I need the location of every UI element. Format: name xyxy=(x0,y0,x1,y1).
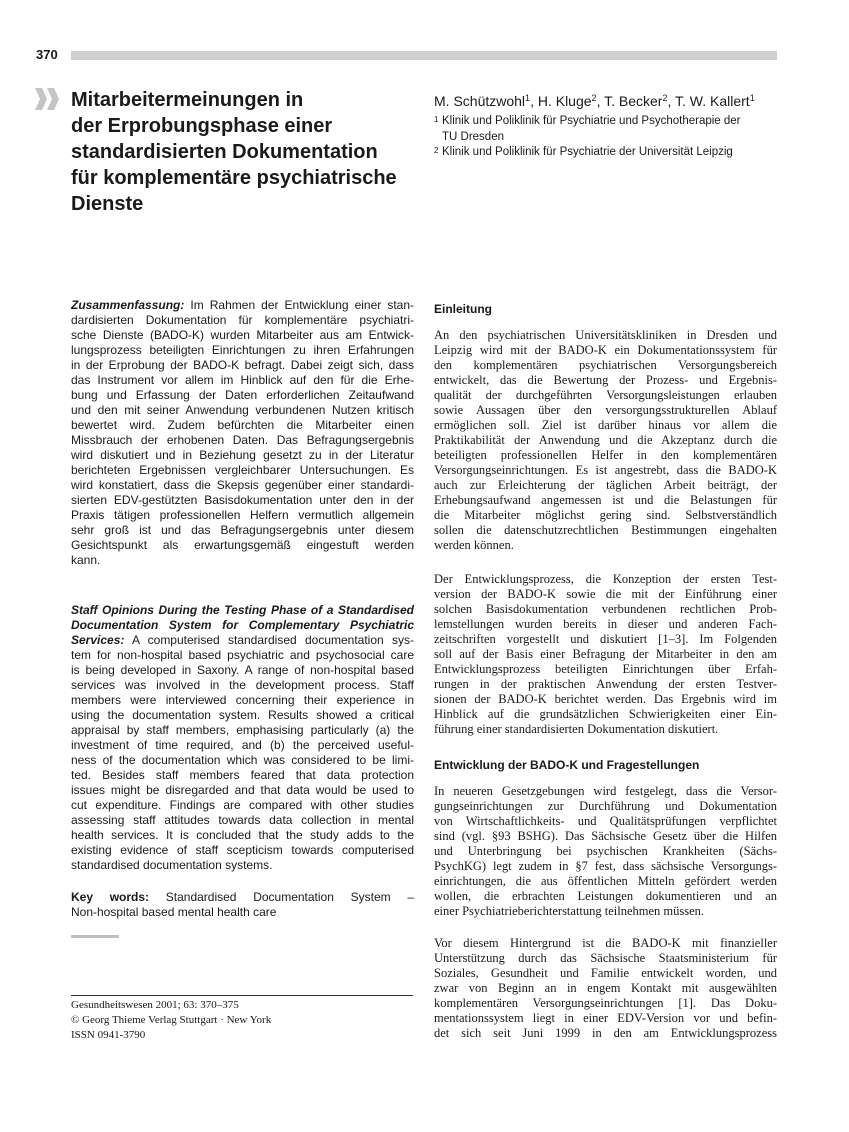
page-number: 370 xyxy=(36,47,58,62)
abstract-body xyxy=(71,648,414,873)
abstract-body xyxy=(71,313,414,568)
text-line: is being developed in Saxony. A range of non-hospital based xyxy=(71,663,414,677)
abstract-lead-line: Documentation System for Complementary Psychiatric xyxy=(71,618,414,632)
text-line: Der Entwicklungsprozess, die Konzeption der ersten Test- xyxy=(434,572,777,586)
text-line: bung und Erfassung der Daten erforderlichen Zeitaufwand xyxy=(71,388,414,402)
title-line: standardisierten Dokumentation xyxy=(71,141,378,163)
author-affil-sup: 1 xyxy=(749,93,755,103)
author-affil-sup: 1 xyxy=(525,93,531,103)
text-line: ted. Besides staff members feared that data protection xyxy=(71,768,414,782)
text-line: zeitschriften vorgestellt und diskutiert [1–3]. Im Folgenden xyxy=(434,632,777,646)
affiliation xyxy=(434,114,794,145)
text-line: einer Psychiatrieberichterstattung teilnehmen müssen. xyxy=(434,904,705,918)
text-line: version der BADO-K sowie die mit der Einführung einer xyxy=(434,587,777,601)
text-line: und Unterbringung bei psychischen Krankheiten (Sächs- xyxy=(434,844,777,858)
author-separator: , xyxy=(530,93,538,109)
text-line: Leipzig wird mit der BADO-K ein Dokumentationssystem für xyxy=(434,343,777,357)
text-line: Versorgungseinrichtungen. Es ist angestrebt, dass die BADO-K xyxy=(434,463,777,477)
text-line: zwar von Beginn an in engem Kontakt mit ausgewählten xyxy=(434,981,777,995)
text-line: Soziales, Gesundheit und Familie entwickelt worden, und xyxy=(434,966,777,980)
affiliation xyxy=(434,145,794,161)
text-line: in der Erprobung der BADO-K befragt. Dabei zeigt sich, dass xyxy=(71,358,414,372)
text-line: das Instrument vor allem im Hinblick auf den für die Erhe- xyxy=(71,373,414,387)
affiliation-number: 2 xyxy=(434,146,439,155)
text-line: Unterstützung durch das Sächsische Staatsministerium für xyxy=(434,951,777,965)
citation-footer xyxy=(71,998,413,1043)
author-affil-sup: 2 xyxy=(591,93,597,103)
text-line: sehr groß ist und das Befragungsergebnis unter diesem xyxy=(71,523,414,537)
text-line: det sich seit Juni 1999 in den am Entwicklungsprozess xyxy=(434,1026,777,1040)
text-line: und den mit seiner Anwendung verbundenen Nutzen kritisch xyxy=(71,403,414,417)
title-line: der Erprobungsphase einer xyxy=(71,115,333,137)
keywords-line: Key words: Standardised Documentation System – xyxy=(71,890,414,904)
abstract-english xyxy=(71,603,414,873)
section-heading: Einleitung xyxy=(434,302,492,316)
section-heading: Entwicklung der BADO-K und Fragestellungen xyxy=(434,758,700,772)
text-line: bewertet wird. Zudem befürchten die Mitarbeiter einen xyxy=(71,418,414,432)
text-line: Praxis tätigen professionellen Helfern vermutlich allgemein xyxy=(71,508,414,522)
text-line: In neueren Gesetzgebungen wird festgelegt, dass die Versor- xyxy=(434,784,777,798)
paragraph xyxy=(434,936,777,1041)
author-name: M. Schützwohl xyxy=(434,93,526,109)
text-line: sionen der BADO-K berichtet werden. Das Ergebnis wird im xyxy=(434,692,777,706)
title-line: Mitarbeitermeinungen in xyxy=(71,89,304,111)
text-line: beteiligten professionellen Helfer in den komplementären xyxy=(434,448,777,462)
title-line: Dienste xyxy=(71,193,144,215)
paragraph xyxy=(434,328,777,553)
footer-line: ISSN 0941-3790 xyxy=(71,1029,146,1041)
text-line: tem for non-hospital based psychiatric and psychosocial care xyxy=(71,648,414,662)
text-line: assessing staff attitudes towards data collection in mental xyxy=(71,813,414,827)
text-line: members were interviewed concerning their experience in xyxy=(71,693,414,707)
text-line: investment of time required, and (b) the perceived useful- xyxy=(71,738,414,752)
article-title xyxy=(71,87,416,217)
text-line: Missbrauch der erhobenen Daten. Das Befragungsergebnis xyxy=(71,433,414,447)
text-line: sierten EDV-gestützten Basisdokumentation unter den in der xyxy=(71,493,414,507)
author-affil-sup: 2 xyxy=(662,93,668,103)
footer-divider xyxy=(71,995,413,996)
affiliation-line: Klinik und Poliklinik für Psychiatrie der Universität Leipzig xyxy=(442,146,733,158)
text-line: dardisierten Dokumentation für komplementäre psychiatri- xyxy=(71,313,414,327)
text-line: Praktikabilität der Anwendung und die Akzeptanz durch die xyxy=(434,433,777,447)
text-line: Vor diesem Hintergrund ist die BADO-K mit finanzieller xyxy=(434,936,777,950)
text-line: den komplementären psychiatrischen Versorgungsbereich xyxy=(434,358,777,372)
text-line: kann. xyxy=(71,553,101,567)
abstract-lead: Zusammenfassung: xyxy=(71,298,185,312)
text-line: komplementären Versorgungseinrichtungen [1]. Das Doku- xyxy=(434,996,777,1010)
double-chevron-icon xyxy=(35,88,61,110)
text-line: Entwicklungsprozess beteiligten Einrichtungen über Erfah- xyxy=(434,662,777,676)
text-line: lemstellungen wurden bereits in dieser und anderen Fach- xyxy=(434,617,777,631)
text-line: existing evidence of staff scepticism towards computerised xyxy=(71,843,414,857)
text-line: ness of the documentation which was considered to be limi- xyxy=(71,753,414,767)
text-line: PsychKG) legt zudem in §7 fest, dass sächsische Versorgungs- xyxy=(434,859,777,873)
text-line: cut expenditure. Findings are compared with other studies xyxy=(71,798,414,812)
text-line: sind (vgl. §93 BSHG). Das Sächsische Gesetz über die Hilfen xyxy=(434,829,777,843)
text-line: Erhebungsaufwand angemessen ist und die Belastungen für xyxy=(434,493,777,507)
text-line: solchen Basisdokumentation verbundenen rechtlichen Prob- xyxy=(434,602,777,616)
text-line: soll auf der Basis einer Befragung der Mitarbeiter in den am xyxy=(434,647,777,661)
paragraph xyxy=(434,784,777,919)
text-line: health services. It is concluded that the study adds to the xyxy=(71,828,414,842)
text-line: using the documentation system. Results showed a critical xyxy=(71,708,414,722)
text-line: wird diskutiert und in Beziehung gesetzt zu in der Literatur xyxy=(71,448,414,462)
text-line: wollen, die erbrachten Leistungen dokumentieren und an xyxy=(434,889,777,903)
keywords-line: Non-hospital based mental health care xyxy=(71,905,277,919)
text-line: issues might be disregarded and that data would be used to xyxy=(71,783,414,797)
title-line: für komplementäre psychiatrische xyxy=(71,167,397,189)
text-line: führung einer standardisierten Dokumentation diskutiert. xyxy=(434,722,719,736)
text-line: von Wirtschaftlichkeits- und Qualitätsprüfungen verpflichtet xyxy=(434,814,777,828)
text-line: berichteten Ergebnissen vergleichbarer Untersuchungen. Es xyxy=(71,463,414,477)
abstract-line: Zusammenfassung: Im Rahmen der Entwicklung einer stan- xyxy=(71,298,414,312)
separator-rule xyxy=(71,935,119,938)
author-name: H. Kluge xyxy=(537,93,592,109)
text-line: sollen die datenschutzrechtlichen Bestimmungen eingehalten xyxy=(434,523,777,537)
text-line: auch zur Erleichterung der täglichen Arbeit beiträgt, der xyxy=(434,478,777,492)
text-line: werden können. xyxy=(434,538,514,552)
author-name: T. Becker xyxy=(604,93,663,109)
text-line: lungsprozess beteiligten Einrichtungen zu ihren Erfahrungen xyxy=(71,343,414,357)
footer-line: Gesundheitswesen 2001; 63: 370–375 xyxy=(71,999,239,1011)
text-line: standardised documentation systems. xyxy=(71,858,273,872)
text-line: wird konstatiert, dass die Skepsis gegenüber einer standardi- xyxy=(71,478,414,492)
abstract-line: Services: A computerised standardised documentation sys- xyxy=(71,633,414,647)
affiliation-line: TU Dresden xyxy=(442,130,504,143)
keywords xyxy=(71,890,414,920)
text-line: services was involved in the development process. Staff xyxy=(71,678,414,692)
text-line: die Mitarbeiter möglichst gering sind. Selbstverständlich xyxy=(434,508,777,522)
text-line: An den psychiatrischen Universitätskliniken in Dresden und xyxy=(434,328,777,342)
author-list xyxy=(434,91,794,111)
text-line: qualität der durchgeführten Versorgungsleistungen erlauben xyxy=(434,388,777,402)
abstract-german xyxy=(71,298,414,568)
text-line: appraisal by staff members, emphasising particularly (a) the xyxy=(71,723,414,737)
author-separator: , xyxy=(596,93,605,109)
affiliation-line: Klinik und Poliklinik für Psychiatrie und Psychotherapie der xyxy=(442,115,741,127)
text-line: gungseinrichtungen zur Durchführung und Dokumentation xyxy=(434,799,777,813)
author-separator: , xyxy=(667,93,675,109)
paragraph xyxy=(434,572,777,737)
text-line: mentationssystem liegt in einer EDV-Version vor und befin- xyxy=(434,1011,777,1025)
text-line: ermöglichen soll. Ziel ist darüber hinaus vor allem die xyxy=(434,418,777,432)
abstract-lead-line: Staff Opinions During the Testing Phase of a Standardised xyxy=(71,603,414,617)
footer-line: © Georg Thieme Verlag Stuttgart · New York xyxy=(71,1014,272,1026)
affiliation-number: 1 xyxy=(434,115,439,124)
text-line: rungen in der praktischen Anwendung der ersten Testver- xyxy=(434,677,777,691)
affiliations xyxy=(434,114,794,161)
text-line: sowie Aussagen über den versorgungsstrukturellen Ablauf xyxy=(434,403,777,417)
author-name: T. W. Kallert xyxy=(675,93,750,109)
text-line: entwickelt, das die Bewertung der Prozess- und Ergebnis- xyxy=(434,373,777,387)
text-line: Hinblick auf die grundsätzlichen Schwierigkeiten einer Ein- xyxy=(434,707,777,721)
text-line: einrichtungen, die aus öffentlichen Mitteln gefördert werden xyxy=(434,874,777,888)
header-bar xyxy=(71,51,777,60)
text-line: Gesichtspunkt als erwartungsgemäß eingestuft werden xyxy=(71,538,414,552)
keywords-label: Key words: xyxy=(71,890,150,904)
text-line: sche Dienste (BADO-K) wurden Mitarbeiter aus am Entwick- xyxy=(71,328,414,342)
